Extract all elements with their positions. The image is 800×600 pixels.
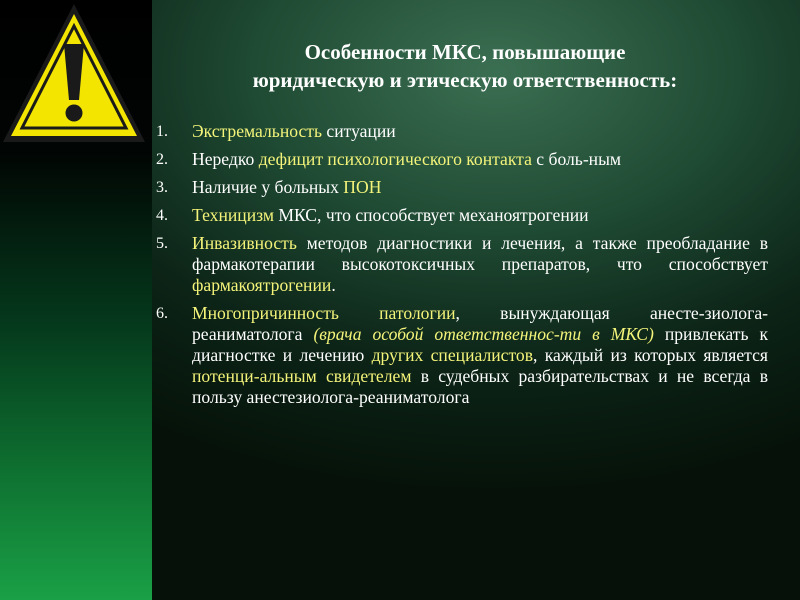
list-item-text: МКС, что способствует механоятрогении [273,205,589,225]
list-item-text: ситуации [322,121,396,141]
highlighted-text: дефицит психологического контакта [258,149,532,169]
list-item-number: 2. [156,151,168,168]
list-item-text: привлекать к диагностке и лечению [192,324,769,365]
list-item-text: Наличие у больных [192,177,344,197]
highlighted-text: Инвазивность [192,233,297,253]
warning-icon [0,0,148,150]
highlighted-text: (врача особой ответственнос-ти в МКС) [313,324,654,344]
list-item [152,149,768,170]
slide-title-line-1: Особенности МКС, повышающие [304,40,626,64]
highlighted-text: фармакоятрогении [192,275,332,295]
list-item [152,177,768,198]
list-item-text: , каждый из которых является [533,345,768,365]
list-item [152,303,768,408]
slide-title [170,38,760,94]
list-item-number: 3. [156,179,168,196]
highlighted-text: других специалистов [371,345,534,365]
highlighted-text: ПОН [343,177,382,197]
list-item [152,233,768,296]
list-item-text: . [331,275,336,295]
list-item-text: с боль-ным [531,149,622,169]
list-item-text: Нередко [192,149,259,169]
highlighted-text: Многопричинность патологии [192,303,456,323]
slide-title-line-2: юридическую и этическую ответственность: [252,68,678,92]
list-item-text: методов диагностики и лечения, а также преобладание в фармакотерапии высокотоксичных препаратов, что способствует [192,233,768,274]
list-item-number: 1. [156,123,168,140]
highlighted-text: Экстремальность [192,121,322,141]
list-item-text: в судебных разбирательствах и не всегда в пользу анестезиолога-реаниматолога [192,366,768,407]
list-item [152,121,768,142]
list-item-number: 4. [156,207,168,224]
list-item-number: 6. [156,305,168,322]
list-item [152,205,768,226]
list-item-text: , вынуждающая анесте-зиолога-реаниматолога [192,303,768,344]
highlighted-text: Техницизм [192,205,274,225]
highlighted-text: потенци-альным свидетелем [192,366,412,386]
numbered-list [152,121,768,415]
list-item-number: 5. [156,235,168,252]
